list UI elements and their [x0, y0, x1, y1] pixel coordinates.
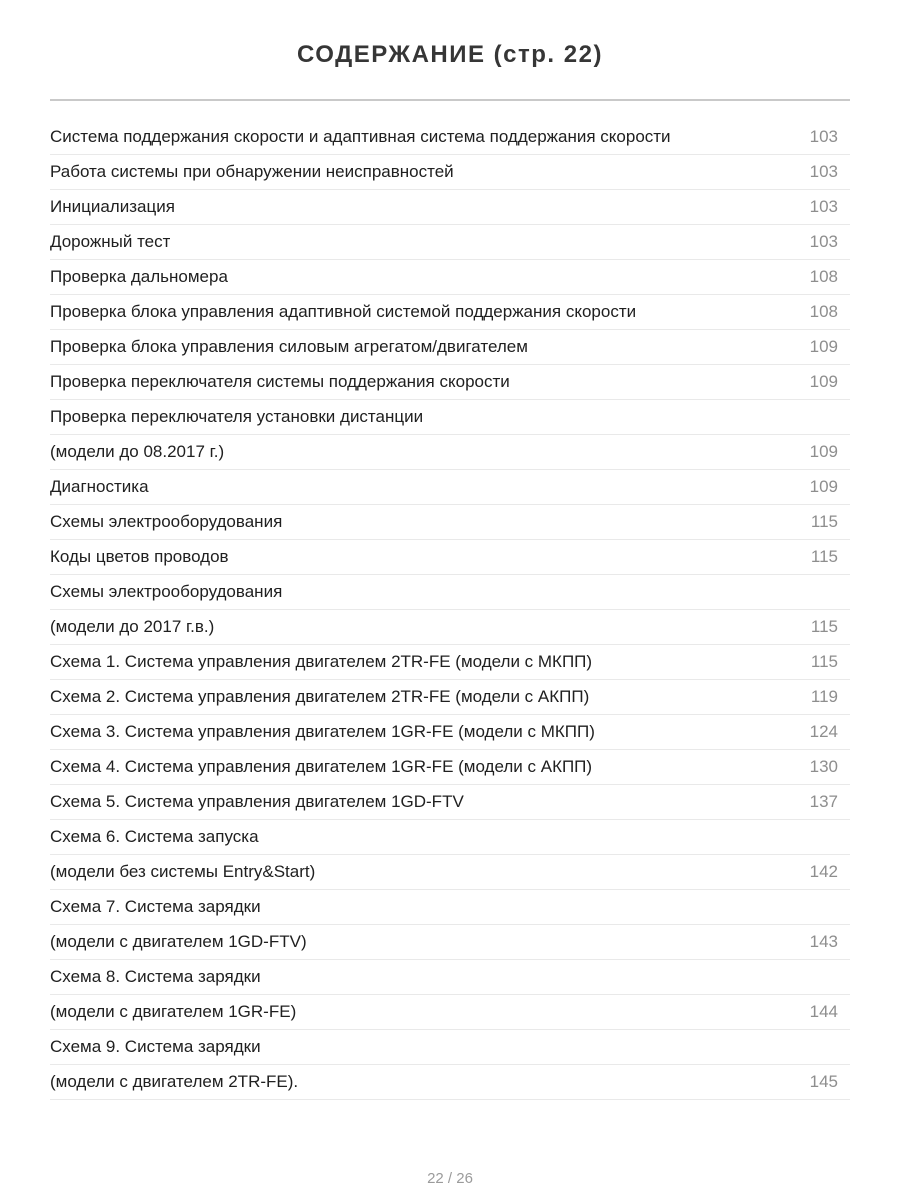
toc-entry[interactable]: [50, 890, 850, 925]
toc-entry-page: 144: [809, 1002, 838, 1021]
toc-entry-page: 103: [809, 197, 838, 216]
toc-entry[interactable]: [50, 785, 850, 820]
toc-entry[interactable]: [50, 225, 850, 260]
toc-entry[interactable]: [50, 330, 850, 365]
toc-entry[interactable]: [50, 680, 850, 715]
toc-entry[interactable]: [50, 1065, 850, 1100]
toc-entry-label: Схема 5. Система управления двигателем 1GD-FTV: [50, 792, 464, 811]
toc-entry[interactable]: [50, 505, 850, 540]
toc-entry-label: Работа системы при обнаружении неисправностей: [50, 162, 454, 181]
toc-entry-page: 103: [809, 162, 838, 181]
toc-entry-label: Коды цветов проводов: [50, 547, 229, 566]
toc-entry[interactable]: [50, 645, 850, 680]
toc-entry-page: 115: [810, 652, 838, 671]
toc-entry-label: (модели без системы Entry&Start): [50, 862, 316, 881]
toc-entry-label: (модели до 08.2017 г.): [50, 442, 225, 461]
toc-entry-label: Схема 6. Система запуска: [50, 827, 259, 846]
toc-entry[interactable]: [50, 155, 850, 190]
toc-entry-label: Схема 2. Система управления двигателем 2TR-FE (модели с АКПП): [50, 687, 590, 706]
toc-entry-page: 103: [809, 232, 838, 251]
toc-entry-label: Инициализация: [50, 197, 175, 216]
toc-entry-page: 130: [809, 757, 838, 776]
toc-entry[interactable]: [50, 470, 850, 505]
toc-entry[interactable]: [50, 120, 850, 155]
toc-entry[interactable]: [50, 610, 850, 645]
toc-entry-label: (модели с двигателем 1GR-FE): [50, 1002, 297, 1021]
toc-entry-label: (модели с двигателем 2TR-FE).: [50, 1072, 299, 1091]
toc-entry-label: Диагностика: [50, 477, 149, 496]
toc-entry-label: Схема 1. Система управления двигателем 2TR-FE (модели с МКПП): [50, 652, 593, 671]
toc-entry-page: 142: [809, 862, 838, 881]
toc-entry[interactable]: [50, 540, 850, 575]
page-indicator: 22 / 26: [427, 1170, 473, 1187]
toc-entry-page: 103: [809, 127, 838, 146]
toc-entry[interactable]: [50, 995, 850, 1030]
toc-entry-label: (модели до 2017 г.в.): [50, 617, 215, 636]
toc-entry[interactable]: [50, 295, 850, 330]
toc-entry-label: Схема 3. Система управления двигателем 1GR-FE (модели с МКПП): [50, 722, 595, 741]
toc-entry[interactable]: [50, 960, 850, 995]
toc-entry-page: 145: [809, 1072, 838, 1091]
toc-entry[interactable]: [50, 190, 850, 225]
toc-entry-page: 119: [810, 687, 838, 706]
toc-entry[interactable]: [50, 365, 850, 400]
toc-entry-page: 115: [810, 512, 838, 531]
toc-list: [50, 101, 850, 1100]
toc-entry-label: (модели с двигателем 1GD-FTV): [50, 932, 307, 951]
toc-entry[interactable]: [50, 855, 850, 890]
toc-entry[interactable]: [50, 400, 850, 435]
toc-entry-label: Проверка блока управления адаптивной системой поддержания скорости: [50, 302, 637, 321]
toc-entry[interactable]: [50, 925, 850, 960]
toc-entry-page: 109: [809, 477, 838, 496]
toc-entry-page: 109: [809, 337, 838, 356]
toc-entry-label: Проверка переключателя установки дистанции: [50, 407, 424, 426]
toc-entry-page: 109: [809, 442, 838, 461]
toc-entry[interactable]: [50, 1030, 850, 1065]
toc-entry-label: Схема 8. Система зарядки: [50, 967, 261, 986]
toc-entry-page: 143: [809, 932, 838, 951]
toc-entry-page: 124: [809, 722, 838, 741]
toc-entry-page: 137: [809, 792, 838, 811]
toc-entry[interactable]: [50, 575, 850, 610]
toc-entry-label: Схема 4. Система управления двигателем 1GR-FE (модели с АКПП): [50, 757, 593, 776]
toc-entry-page: 108: [809, 302, 838, 321]
toc-entry-page: 115: [810, 617, 838, 636]
toc-entry-page: 109: [809, 372, 838, 391]
toc-entry-label: Схемы электрооборудования: [50, 512, 283, 531]
toc-entry-label: Проверка дальномера: [50, 267, 228, 286]
toc-entry-label: Схема 9. Система зарядки: [50, 1037, 261, 1056]
toc-entry-label: Система поддержания скорости и адаптивная система поддержания скорости: [50, 127, 671, 146]
toc-entry-page: 115: [810, 547, 838, 566]
toc-entry[interactable]: [50, 750, 850, 785]
toc-entry[interactable]: [50, 435, 850, 470]
toc-entry-label: Проверка блока управления силовым агрегатом/двигателем: [50, 337, 528, 356]
toc-entry[interactable]: [50, 715, 850, 750]
toc-entry-page: 108: [809, 267, 838, 286]
toc-entry-label: Схема 7. Система зарядки: [50, 897, 261, 916]
toc-entry-label: Схемы электрооборудования: [50, 582, 283, 601]
toc-entry-label: Дорожный тест: [50, 232, 171, 251]
toc-entry[interactable]: [50, 820, 850, 855]
toc-entry-label: Проверка переключателя системы поддержания скорости: [50, 372, 510, 391]
page-title: СОДЕРЖАНИЕ (стр. 22): [297, 41, 603, 68]
toc-entry[interactable]: [50, 260, 850, 295]
